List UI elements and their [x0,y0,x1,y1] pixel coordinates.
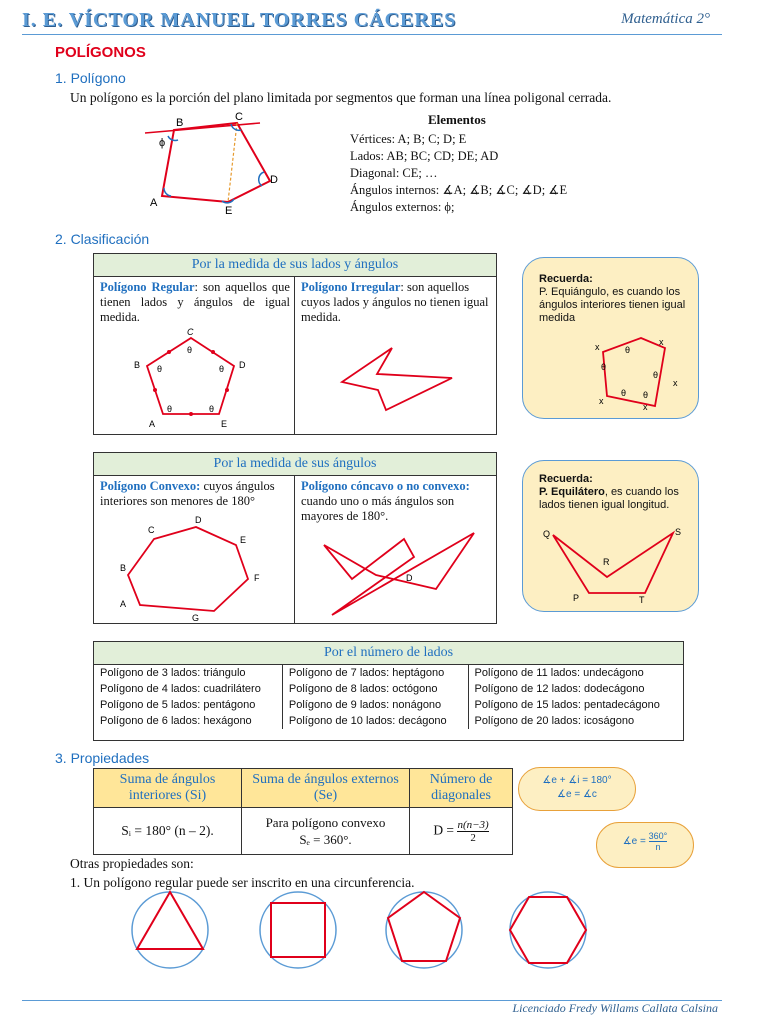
diagonal-ce [228,123,237,202]
d-numerator: n(n−3) [457,818,489,831]
other-property-1: 1. Un polígono regular puede ser inscrito en una circunferencia. [70,875,415,890]
recuerda2-text [539,473,689,512]
element-item: Ángulos internos: ∡A; ∡B; ∡C; ∡D; ∡E [350,183,568,197]
circumcircle [386,892,462,968]
header-cell: Número de diagonales [410,769,513,808]
concave-desc: cuando uno o más ángulos son mayores de 180°. [301,494,455,523]
concave-polygon-text [301,479,491,524]
diagonals-formula-cell [410,808,513,855]
table-cell: Polígono de 20 lados: icoságono [468,713,683,729]
other-properties-title: Otras propiedades son: [70,856,194,871]
label-c: C [187,327,194,337]
cloud1-line2: ∡e = ∡c [557,789,597,800]
cloud2-fraction [649,831,668,852]
recuerda-equilateral [522,460,699,612]
elements-list [350,131,567,216]
polygon-definition: Un polígono es la porción del plano limitada por segmentos que forman una línea poligonal cerrada. [70,90,612,105]
table-row [94,808,513,855]
label-e: E [240,535,247,545]
inscribed-pentagon-figure [382,888,466,972]
inscribed-hexagon-figure [506,888,590,972]
table-cell: Polígono de 4 lados: cuadrilátero [100,683,261,695]
convex-desc: cuyos ángulos interiores son menores de 180° [100,479,275,508]
box1-divider [294,277,295,434]
elements-title: Elementos [428,112,486,127]
circumcircle [510,892,586,968]
label-d: D [195,515,202,525]
box1-title: Por la medida de sus lados y ángulos [94,254,496,277]
regular-pentagon-figure [129,326,259,431]
table-cell: Polígono de 7 lados: heptágono [282,665,468,681]
recuerda1-desc: P. Equiángulo, es cuando los ángulos interiores tienen igual medida [539,286,686,324]
inscribed-triangle-figure [128,888,212,972]
concave-shape [324,533,474,615]
x-label: x [673,378,678,388]
school-name: I. E. VÍCTOR MANUEL TORRES CÁCERES [22,9,457,31]
si-formula: Sᵢ = 180° (n – 2). [94,808,242,855]
label-g: G [192,613,200,623]
page-title: POLÍGONOS [55,44,146,61]
irregular-desc: : son aquellos cuyos lados y ángulos no tienen igual medida. [301,280,489,324]
inscribed-square [271,903,325,957]
label-q: Q [543,529,551,539]
se-line1: Para polígono convexo [265,815,386,830]
cloud2-num: 360° [648,831,668,841]
convex-term: Polígono Convexo: [100,479,201,493]
classification-box-sides-count [93,641,684,741]
theta-label: θ [621,388,627,398]
inscribed-hexagon [510,897,586,963]
cloud-note-1 [518,767,636,811]
label-t: T [639,595,645,605]
concave-term: Polígono cóncavo o no convexo: [301,479,470,493]
box3-title: Por el número de lados [94,642,683,665]
table-header-row [94,769,513,808]
se-line2: Sₑ = 360°. [299,832,352,847]
classification-box-angles [93,452,497,624]
recuerda2-title: Recuerda: [539,473,593,485]
recuerda2-desc: , es cuando los lados tienen igual longitud. [539,486,679,511]
table-cell: Polígono de 9 lados: nonágono [282,697,468,713]
x-label: x [659,337,664,347]
x-label: x [643,402,648,412]
side-marks [153,350,229,416]
regular-term: Polígono Regular [100,280,195,294]
inscribed-square-figure [256,888,340,972]
table-cell: Polígono de 11 lados: undecágono [468,665,683,681]
table-cell: Polígono de 5 lados: pentágono [100,699,256,711]
label-d: D [406,573,413,583]
irregular-polygon-figure [334,344,464,419]
subject-label: Matemática 2° [621,11,710,27]
equiangular-figure [593,330,685,412]
pentagon-shape [162,123,270,202]
label-d: D [270,174,278,186]
recuerda1-text [539,273,689,325]
theta-label: θ [209,404,215,414]
irregular-polygon-text [301,280,491,325]
d-fraction [457,819,488,844]
header-divider [22,34,722,35]
table-cell: Polígono de 3 lados: triángulo [100,667,246,679]
x-label: x [595,342,600,352]
box2-divider [294,476,295,623]
element-item: Diagonal: CE; … [350,166,438,180]
irregular-shape [342,348,452,410]
element-item: Ángulos externos: ϕ; [350,200,455,214]
section1-heading: 1. Polígono [55,70,126,86]
label-e: E [225,205,233,217]
theta-label: θ [219,364,225,374]
box2-title: Por la medida de sus ángulos [94,453,496,476]
label-p: P [573,593,580,603]
label-c: C [235,111,243,123]
recuerda-equiangular [522,257,699,419]
polygon-figure [140,108,290,218]
element-item: Vértices: A; B; C; D; E [350,132,467,146]
equilateral-figure [539,525,689,605]
cloud2-prefix: ∡e = [622,836,646,848]
sides-table [94,665,683,729]
cloud2-den: n [655,842,661,852]
table-cell: Polígono de 10 lados: decágono [282,713,468,729]
theta-label: θ [167,404,173,414]
convex-polygon-text [100,479,290,509]
d-denominator: 2 [470,831,476,844]
table-cell: Polígono de 12 lados: dodecágono [468,681,683,697]
label-e: E [221,419,228,429]
se-formula-cell [242,808,410,855]
label-phi: ϕ [159,137,166,149]
header-cell: Suma de ángulos externos (Se) [242,769,410,808]
header-cell: Suma de ángulos interiores (Si) [94,769,242,808]
theta-label: θ [187,345,193,355]
table-cell: Polígono de 15 lados: pentadecágono [468,697,683,713]
x-label: x [599,396,604,406]
properties-table [93,768,513,855]
convex-shape [128,527,248,611]
table-row [94,697,683,713]
table-row [94,665,683,681]
irregular-term: Polígono Irregular [301,280,401,294]
label-b: B [120,563,127,573]
label-a: A [150,197,158,209]
classification-box-sides-angles [93,253,497,435]
theta-label: θ [653,370,659,380]
theta-label: θ [601,362,607,372]
label-d: D [239,360,246,370]
circumcircle [132,892,208,968]
cloud1-line1: ∡e + ∡i = 180° [542,775,612,786]
footer-author: Licenciado Fredy Willams Callata Calsina [512,1001,718,1015]
section3-heading: 3. Propiedades [55,750,150,766]
table-cell: Polígono de 8 lados: octógono [282,681,468,697]
element-item: Lados: AB; BC; CD; DE; AD [350,149,499,163]
label-a: A [120,599,127,609]
table-row [94,713,683,729]
theta-label: θ [157,364,163,374]
convex-figure [114,513,274,623]
theta-label: θ [625,345,631,355]
d-prefix: D = [433,822,455,838]
cloud-note-2 [596,822,694,868]
label-f: F [254,573,260,583]
regular-desc: : son aquellos que tienen lados y ángulos de igual medida. [100,280,290,324]
equilateral-shape [553,533,673,593]
recuerda2-term: P. Equilátero [539,486,605,498]
concave-figure [314,523,489,623]
recuerda1-title: Recuerda: [539,273,593,285]
angle-a-arc [164,188,171,196]
label-b: B [134,360,141,370]
regular-polygon-text [100,280,290,325]
label-a: A [149,419,156,429]
label-r: R [603,557,610,567]
section2-heading: 2. Clasificación [55,231,150,247]
table-cell: Polígono de 6 lados: hexágono [100,715,252,727]
label-c: C [148,525,155,535]
table-row [94,681,683,697]
label-b: B [176,117,184,129]
theta-label: θ [643,390,649,400]
label-s: S [675,527,682,537]
